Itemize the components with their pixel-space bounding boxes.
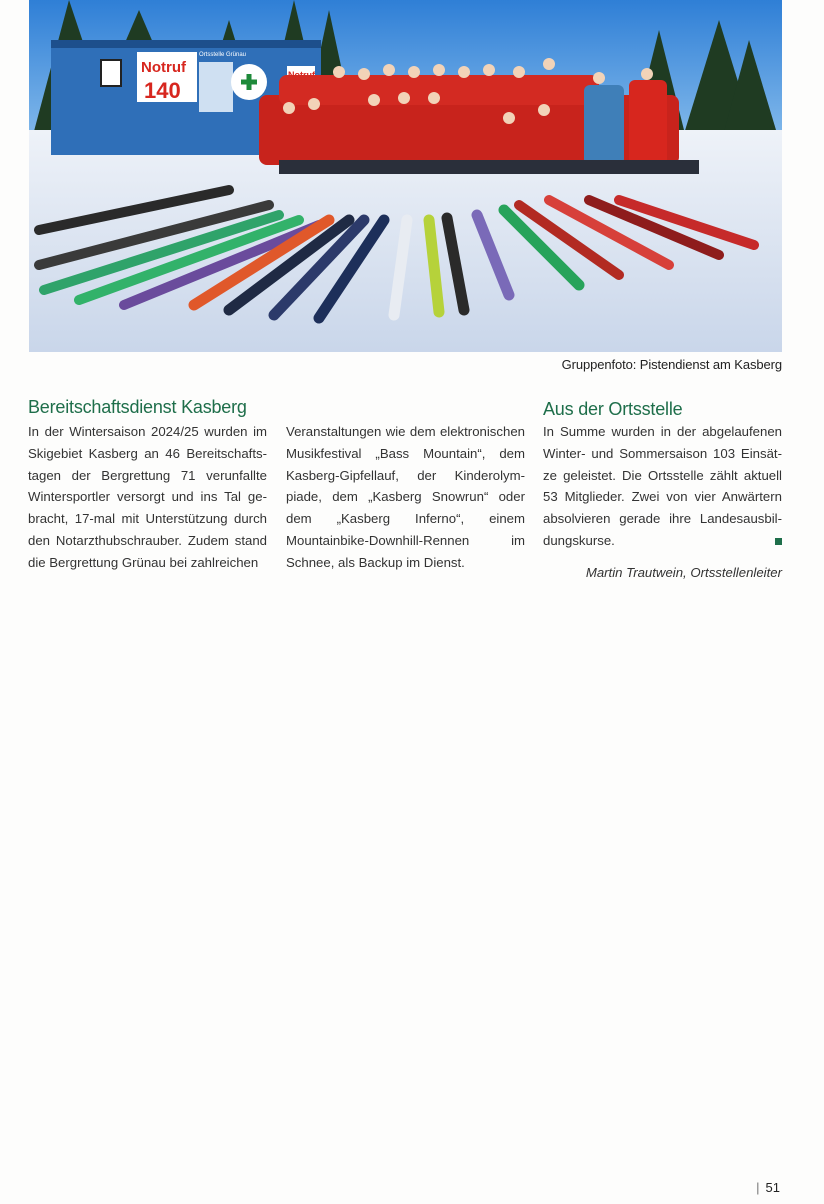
group-photo (29, 0, 782, 352)
group-photo-illustration (29, 0, 782, 352)
column-right (543, 421, 782, 552)
body-text-col3: In Summe wurden in der abgelaufenen Winter- und Sommersaison 103 Einsätze geleistet. Die Ortsstelle zählt aktuell 53 Mitglieder. Zwei von vier Anwärtern absolvieren gerade ihre Landesausbildungskurse. (543, 424, 782, 548)
page-number (756, 1180, 780, 1195)
column-left (28, 421, 267, 574)
page-number-divider: | (756, 1180, 760, 1195)
author-signature: Martin Trautwein, Ortsstellenleiter (585, 565, 782, 580)
container-label: Ortsstelle Grünau (199, 52, 247, 58)
photo-caption: Gruppenfoto: Pistendienst am Kasberg (561, 357, 782, 372)
heading-ortsstelle: Aus der Ortsstelle (543, 399, 683, 419)
body-text-col1: In der Wintersaison 2024/25 wurden im Skigebiet Kasberg an 46 Bereitschaftstagen der Bergrettung 71 verunfallte Wintersportler versorgt und ins Tal gebracht, 17-mal mit Unterstützung durch den Notarzthubschrauber. Zudem stand die Bergrettung Grünau bei zahlreichen (28, 424, 267, 570)
notruf-sign-number: 140 (144, 78, 181, 103)
article-end-marker (775, 538, 782, 545)
column-middle (286, 421, 525, 574)
notruf-sign-label: Notruf (141, 59, 186, 76)
body-text-col2: Veranstaltungen wie dem elektronischen Musikfestival „Bass Mountain“, dem Kasberg-Gipfellauf, der Kinderolympiade, dem „Kasberg Snowrun“ oder dem „Kasberg Inferno“, einem Mountainbike-Downhill-Rennen im Schnee, als Backup im Dienst. (286, 424, 525, 570)
heading-bereitschaftsdienst: Bereitschaftsdienst Kasberg (28, 397, 247, 417)
page-number-value: 51 (765, 1180, 780, 1195)
